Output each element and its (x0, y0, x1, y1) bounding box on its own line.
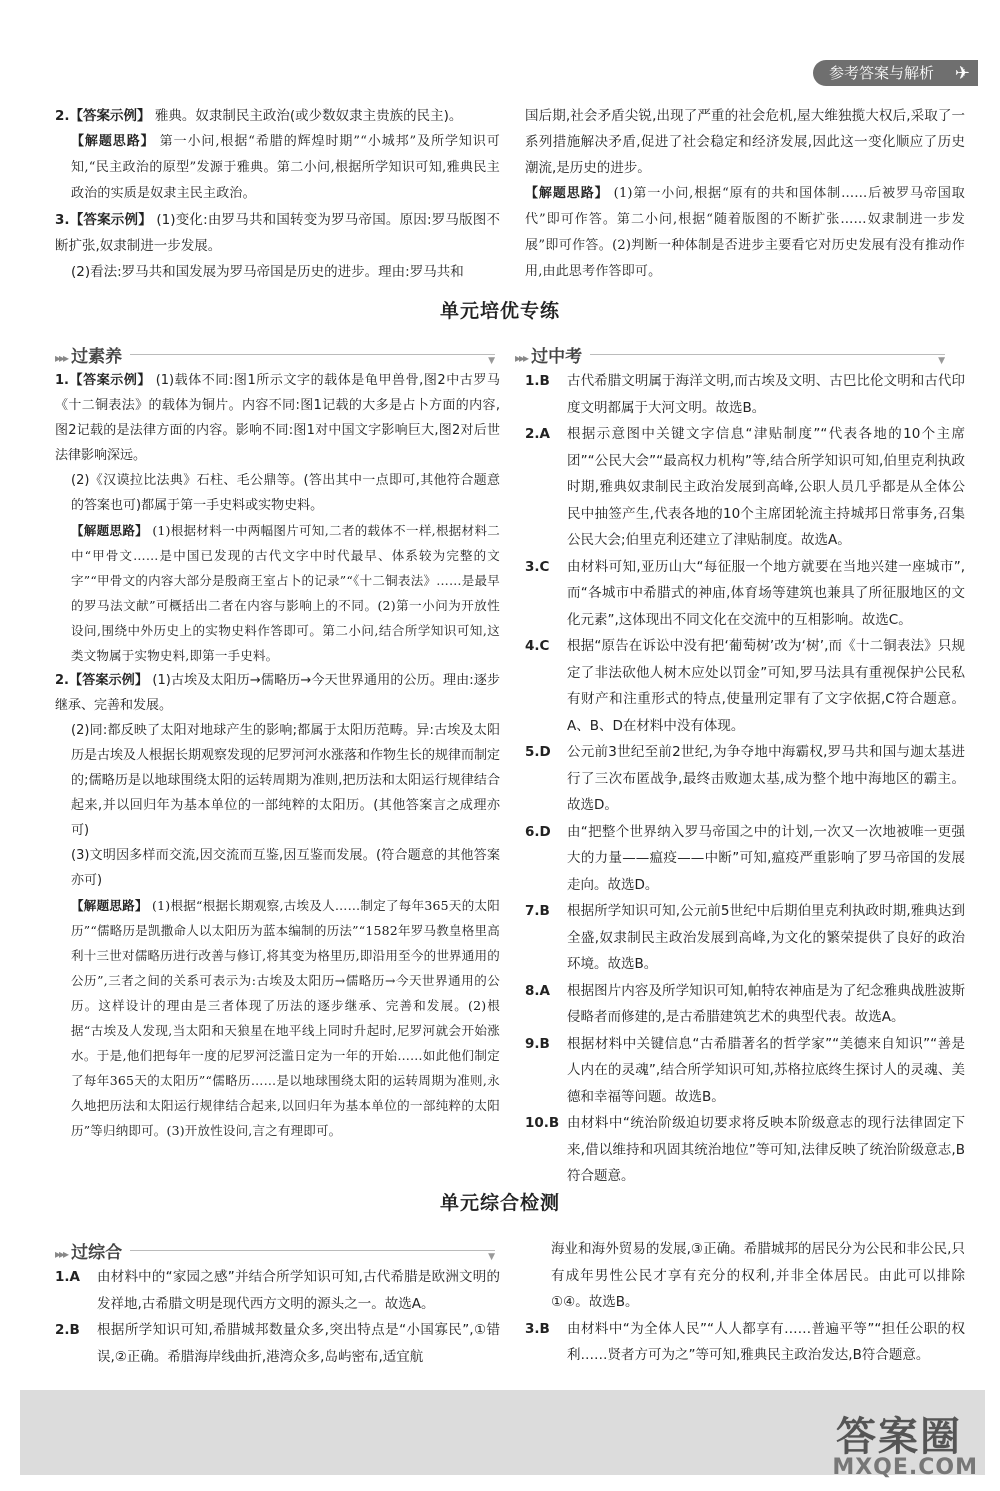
zhongkao-2: 2.A 根据示意图中关键文字信息“津贴制度”“代表各地的10个主席团”“公民大会”“最高权力机构”等,结合所学知识可知,伯里克利执政时期,雅典奴隶制民主政治发展到高峰,公职人员几乎都是从全体公民中抽签产生,代表各地的10个主席团轮流主持城邦日常事务,召集公民大会;伯里克利还建立了津贴制度。故选A。 (525, 426, 965, 548)
section-title-unit-test: 单元综合检测 (439, 1192, 560, 1214)
triangle-icon: ▼ (488, 1252, 495, 1262)
answer-2: 2.【答案示例】 雅典。奴隶制民主政治(或少数奴隶主贵族的民主)。 (55, 108, 463, 124)
suyang-1-part2: (2)《汉谟拉比法典》石柱、毛公鼎等。(答出其中一点即可,其他符合题意的答案也可)都属于第一手史料或实物史料。 (71, 473, 500, 513)
answer-3: 3.【答案示例】 (1)变化:由罗马共和国转变为罗马帝国。原因:罗马版图不断扩张,奴隶制进一步发展。 (55, 212, 501, 254)
zhongkao-6: 6.D 由“把整个世界纳入罗马帝国之中的计划,一次又一次地被唯一更强大的力量——瘟疫——中断”可知,瘟疫严重影响了罗马帝国的发展走向。故选D。 (525, 823, 965, 893)
zhongkao-9: 9.B 根据材料中关键信息“古希腊著名的哲学家”“美德来自知识”“善是人内在的灵魂”,结合所学知识可知,苏格拉底终生探讨人的灵魂、美德和幸福等问题。故选B。 (525, 1035, 965, 1105)
zhongkao-4: 4.C 根据“原告在诉讼中没有把‘葡萄树’改为‘树’,而《十二铜表法》只规定了非法砍他人树木应处以罚金”可知,罗马法具有重视保护公民私有财产和注重形式的特点,使量刑定罪有了文字依据,C符合题意。A、B、D在材料中没有体现。 (525, 638, 965, 734)
middle-right-column (525, 368, 965, 1190)
middle-left-column (55, 368, 500, 1143)
zonghe-2-continued: 海业和海外贸易的发展,③正确。希腊城邦的居民分为公民和非公民,只有成年男性公民才享有充分的权利,并非全体居民。由此可以排除①④。故选B。 (551, 1241, 965, 1310)
triangle-icon: ▼ (488, 356, 495, 366)
header-title: 参考答案与解析 (828, 64, 934, 82)
zhongkao-10: 10.B 由材料中“统治阶级迫切要求将反映本阶级意志的现行法律固定下来,借以维持和巩固其统治地位”等可知,法律反映了统治阶级意志,B符合题意。 (525, 1115, 965, 1184)
marks-icon: ▸▸▸ (55, 351, 68, 365)
bottom-right-column (525, 1236, 965, 1369)
suyang-1-analysis: 【解题思路】 (1)根据材料一中两幅图片可知,二者的载体不一样,根据材料二中“甲骨文……是中国已发现的古代文字中时代最早、体系较为完整的文字”“甲骨文的内容大部分是殷商王室占卜的记录”“《十二铜表法》……是最早的罗马法文献”可概括出二者在内容与影响上的不同。(2)第一小问为开放性设问,围绕中外历史上的实物史料作答即可。第二小问,结合所学知识可知,这类文物属于实物史料,即第一手史料。 (71, 523, 501, 663)
zhongkao-7: 7.B 根据所学知识可知,公元前5世纪中后期伯里克利执政时期,雅典达到全盛,奴隶制民主政治发展到高峰,为文化的繁荣提供了良好的政治环境。故选B。 (525, 903, 965, 972)
answer-3-continued: 国后期,社会矛盾尖锐,出现了严重的社会危机,屋大维独揽大权后,采取了一系列措施解决矛盾,促进了社会稳定和经济发展,因此这一变化顺应了历史潮流,是历史的进步。 (525, 108, 965, 176)
section-title-unit-practice: 单元培优专练 (439, 300, 560, 322)
zonghe-1: 1.A 由材料中的“家园之感”并结合所学知识可知,古代希腊是欧洲文明的发祥地,古希腊文明是现代西方文明的源头之一。故选A。 (55, 1269, 500, 1312)
suyang-2-part2: (2)同:都反映了太阳对地球产生的影响;都属于太阳历范畴。异:古埃及太阳历是古埃及人根据长期观察发现的尼罗河河水涨落和作物生长的规律而制定的;儒略历是以地球围绕太阳的运转周期为准则,把历法和太阳运行规律结合起来,并以回归年为基本单位的一部纯粹的太阳历。(其他答案言之成理亦可) (71, 723, 501, 838)
top-left-column (55, 103, 500, 285)
answer-3-part2: (2)看法:罗马共和国发展为罗马帝国是历史的进步。理由:罗马共和 (71, 264, 464, 280)
subhead-zhongkao: ▸▸▸ 过中考 ▼ (515, 342, 945, 366)
zhongkao-1: 1.B 古代希腊文明属于海洋文明,而古埃及文明、古巴比伦文明和古代印度文明都属于大河文明。故选B。 (525, 373, 965, 416)
subhead-suyang: ▸▸▸ 过素养 ▼ (55, 342, 495, 366)
subhead-zonghe: ▸▸▸ 过综合 ▼ (55, 1238, 495, 1262)
suyang-2-part3: (3)文明因多样而交流,因交流而互鉴,因互鉴而发展。(符合题意的其他答案亦可) (71, 848, 500, 888)
triangle-icon: ▼ (938, 356, 945, 366)
zonghe-3: 3.B 由材料中“为全体人民”“人人都享有……普遍平等”“担任公职的权利……贤者方可为之”等可知,雅典民主政治发达,B符合题意。 (525, 1320, 965, 1363)
marks-icon: ▸▸▸ (515, 351, 528, 365)
bottom-left-column (55, 1264, 500, 1370)
marks-icon: ▸▸▸ (55, 1247, 68, 1261)
header-tag (813, 60, 978, 86)
answer-3-analysis: 【解题思路】 (1)第一小问,根据“原有的共和国体制……后被罗马帝国取代”即可作答。第二小问,根据“随着版图的不断扩张……奴隶制进一步发展”即可作答。(2)判断一种体制是否进步主要看它对历史发展有没有推动作用,由此思考作答即可。 (525, 186, 966, 279)
suyang-1: 1.【答案示例】 (1)载体不同:图1所示文字的载体是龟甲兽骨,图2中古罗马《十二铜表法》的载体为铜片。内容不同:图1记载的大多是占卜方面的内容,图2记载的是法律方面的内容。影响不同:图1对中国文字影响巨大,图2对后世法律影响深远。 (55, 373, 500, 463)
suyang-2-analysis: 【解题思路】 (1)根据“根据长期观察,古埃及人……制定了每年365天的太阳历”“儒略历是凯撒命人以太阳历为蓝本编制的历法”“1582年罗马教皇格里高利十三世对儒略历进行改善与修订,将其变为格里历,即沿用至今的世界通用的公历”,三者之间的关系可表示为:古埃及太阳历→儒略历→今天世界通用的公历。这样设计的理由是三者体现了历法的逐步继承、完善和发展。(2)根据“古埃及人发现,当太阳和天狼星在地平线上同时升起时,尼罗河就会开始涨水。于是,他们把每年一度的尼罗河泛滥日定为一年的开始……如此他们制定了每年365天的太阳历”“儒略历……是以地球围绕太阳的运转周期为准则,永久地把历法和太阳运行规律结合起来,以回归年为基本单位的一部纯粹的太阳历”等归纳即可。(3)开放性设问,言之有理即可。 (71, 898, 500, 1138)
zhongkao-5: 5.D 公元前3世纪至前2世纪,为争夺地中海霸权,罗马共和国与迦太基进行了三次布匿战争,最终击败迦太基,成为整个地中海地区的霸主。故选D。 (525, 744, 965, 813)
answer-2-analysis: 【解题思路】 第一小问,根据“希腊的辉煌时期”“小城邦”及所学知识可知,“民主政治的原型”发源于雅典。第二小问,根据所学知识可知,雅典民主政治的实质是奴隶主民主政治。 (71, 134, 500, 201)
suyang-2: 2.【答案示例】 (1)古埃及太阳历→儒略历→今天世界通用的公历。理由:逐步继承、完善和发展。 (55, 673, 500, 713)
zhongkao-3: 3.C 由材料可知,亚历山大“每征服一个地方就要在当地兴建一座城市”,而“各城市中希腊式的神庙,体育场等建筑也兼具了所征服地区的文化元素”,这体现出不同文化在交流中的互相影响。故选C。 (525, 558, 965, 628)
zhongkao-8: 8.A 根据图片内容及所学知识可知,帕特农神庙是为了纪念雅典战胜波斯侵略者而修建的,是古希腊建筑艺术的典型代表。故选A。 (525, 982, 965, 1025)
footer-logo: 答案圈 (836, 1414, 962, 1460)
top-right-column (525, 103, 965, 285)
footer-url: MXQE.COM (832, 1455, 978, 1480)
rocket-icon: ✈ (954, 63, 970, 84)
zonghe-2: 2.B 根据所学知识可知,希腊城邦数量众多,突出特点是“小国寡民”,①错误,②正确。希腊海岸线曲折,港湾众多,岛屿密布,适宜航 (55, 1322, 500, 1365)
